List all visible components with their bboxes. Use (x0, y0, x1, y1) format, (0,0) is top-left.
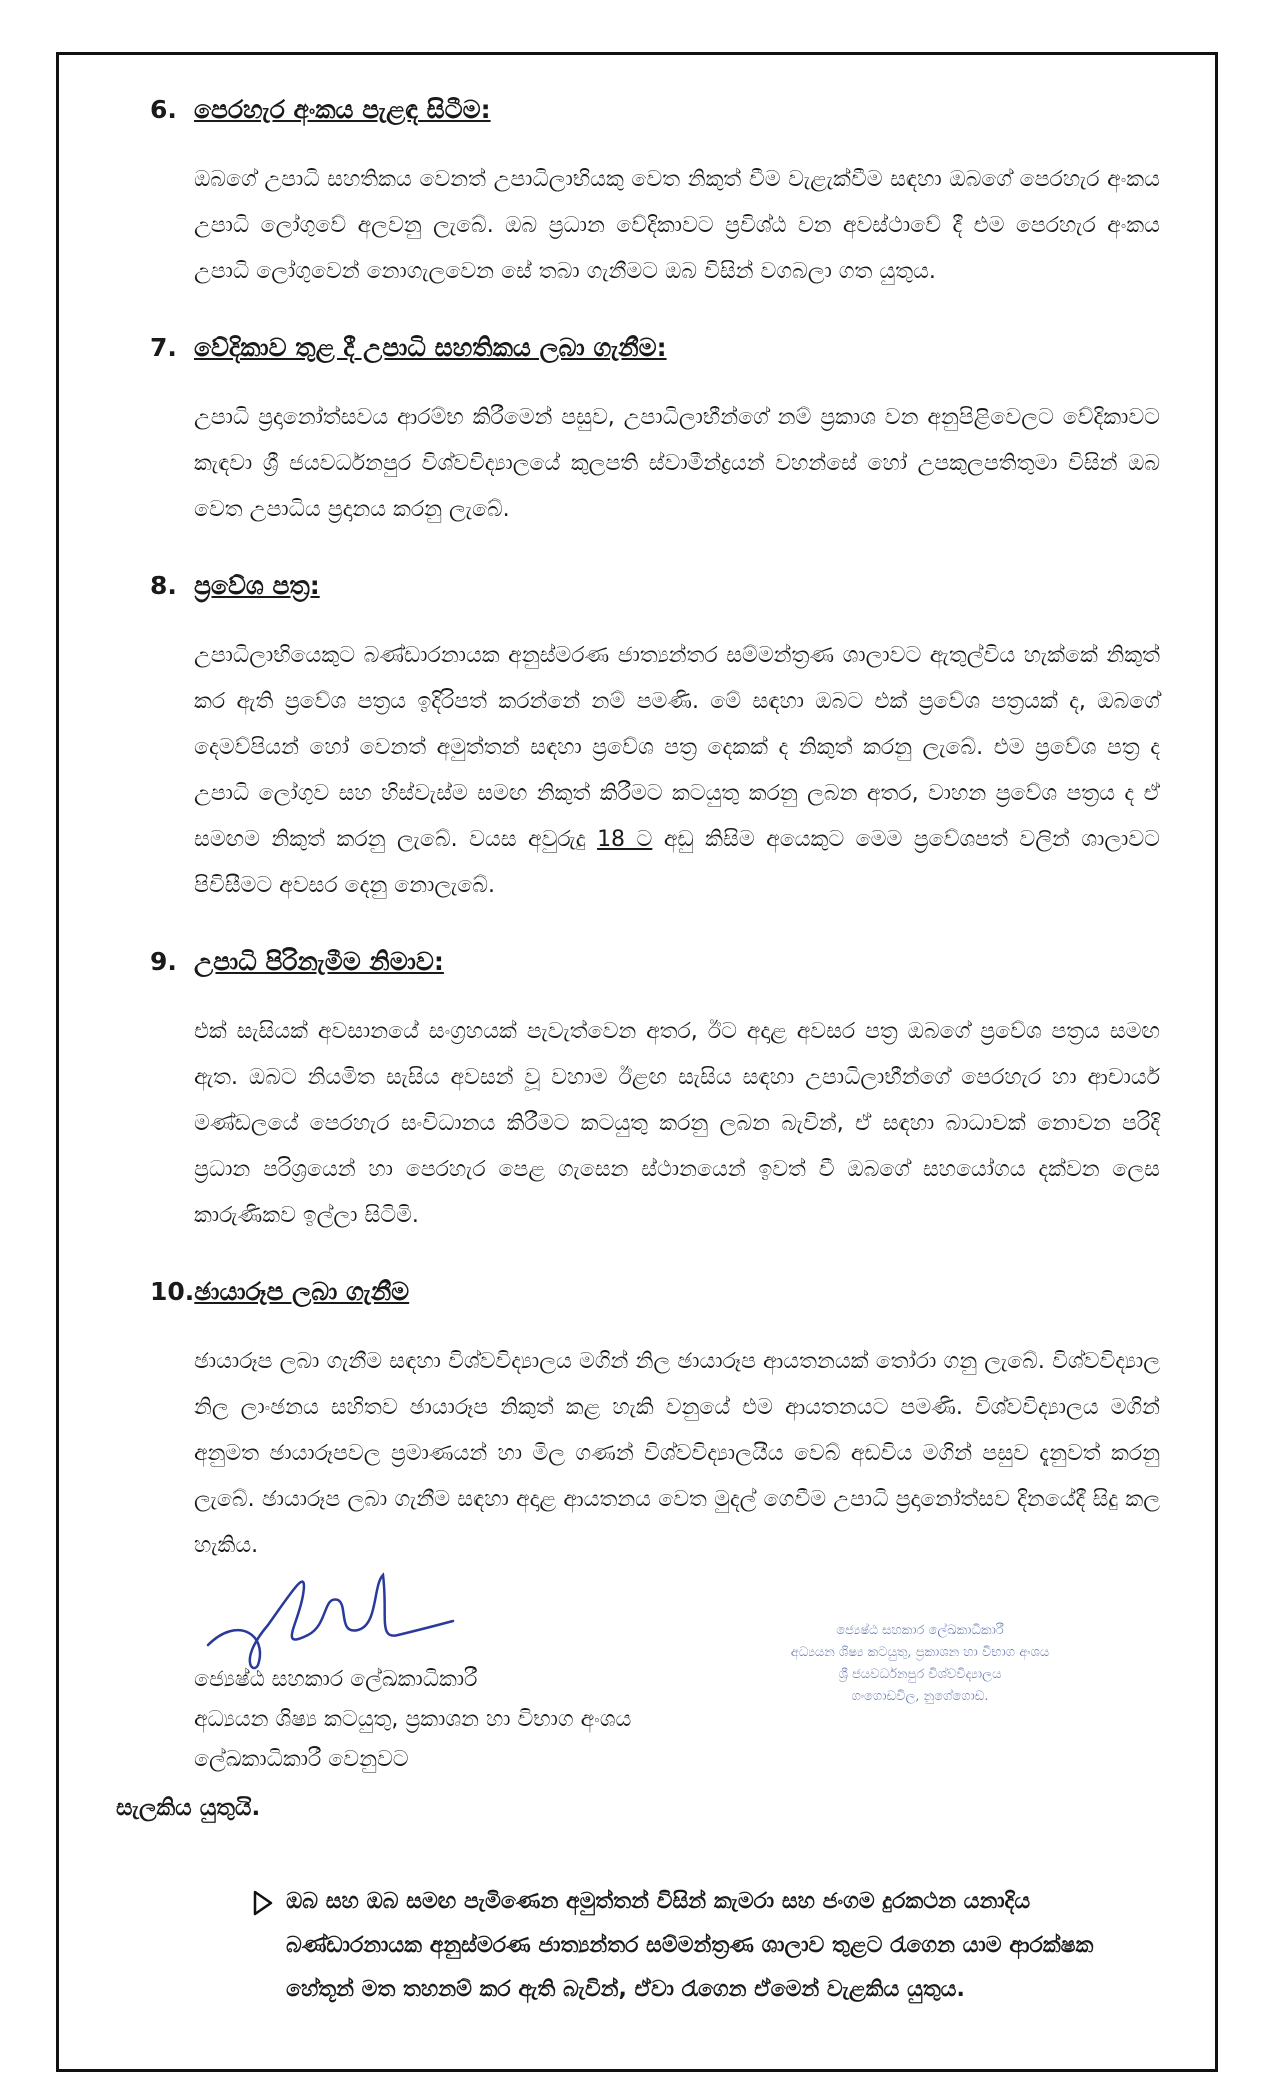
age-limit: 18 ට (597, 827, 653, 852)
arrow-bullet-icon (252, 1890, 274, 1916)
document-body (150, 95, 1180, 1607)
section-body: ඔබගේ උපාධි සහතිකය වෙනත් උපාධිලාභියකු වෙත නිකුත් වීම වැළැක්වීම සඳහා ඔබගේ පෙරහැර අංකය උපාධි ලෝගුවේ අලවනු ලැබේ. ඔබ ප්‍රධාන වේදිකාවට ප්‍රවිශ්ඨ වන අවස්ථාවේ දී එම පෙරහැර අංකය උපාධි ලෝගුවෙන් නොගැලවෙන සේ තබා ගැනීමට ඔබ විසින් වගබලා ගත යුතුය. (194, 167, 1160, 284)
note-text: ඔබ සහ ඔබ සමඟ පැමිණෙන අමුත්තන් විසින් කැමරා සහ ජංගම දුරකථන යනාදිය බණ්ඩාරනායක අනුස්මරණ ජාත්‍යන්තර සම්මන්ත්‍රණ ශාලාව තුළට රැගෙන යාම ආරක්ෂක හේතූන් මත තහනම් කර ඇති බැවින්, ඒවා රැගෙන ඒමෙන් වැළකිය යුතුය. (286, 1889, 1094, 2002)
section-title: වේදිකාව තුළ දී උපාධි සහතිකය ලබා ගැනීම: (194, 333, 667, 362)
stamp-line: ජ්‍යෙෂ්ඨ සහකාර ලේඛකාධිකාරී (836, 1623, 1004, 1638)
section-6 (150, 95, 1180, 295)
stamp-line: ගංගොඩවිල, නුගේගොඩ. (851, 1689, 989, 1704)
section-heading (150, 1277, 1180, 1307)
official-stamp (730, 1620, 1110, 1708)
section-body (194, 633, 1160, 909)
signatory-on-behalf: ලේඛකාධිකාරී වෙනුවට (194, 1747, 409, 1772)
note-label: සැලකිය යුතුයි. (116, 1795, 261, 1821)
section-title: පෙරහැර අංකය පැළඳ සිටීම: (194, 95, 491, 124)
signatory-details (194, 1660, 631, 1780)
signature-block (150, 1555, 1200, 1815)
section-body: එක් සැසියක් අවසානයේ සංග්‍රහයක් පැවැත්වෙන අතර, ඊට අදාළ අවසර පත්‍ර ඔබගේ ප්‍රවේශ පත්‍රය සමඟ ඇත. ඔබට නියමිත සැසිය අවසන් වූ වහාම ඊළඟ සැසිය සඳහා උපාධිලාභීන්ගේ පෙරහැර හා ආචාර්ය මණ්ඩලයේ පෙරහැර සංවිධානය කිරීමට කටයුතු කරනු ලබන බැවින්, ඒ සඳහා බාධාවක් නොවන පරිදි ප්‍රධාන පරිශ්‍රයෙන් හා පෙරහැර පෙළ ගැසෙන ස්ථානයෙන් ඉවත් වී ඔබගේ සහයෝගය දක්වන ලෙස කාරුණිකව ඉල්ලා සිටිමි. (194, 1019, 1160, 1228)
section-9 (150, 947, 1180, 1239)
section-number: 9. (150, 947, 177, 976)
signatory-title: ජ්‍යෙෂ්ඨ සහකාර ලේඛකාධිකාරී (194, 1667, 478, 1692)
body-text: උපාධිලාභියෙකුට බණ්ඩාරනායක අනුස්මරණ ජාත්‍යන්තර සම්මන්ත්‍රණ ශාලාවට ඇතුල්විය හැක්කේ නිකුත් කර ඇති ප්‍රවේශ පත්‍රය ඉදිරිපත් කරන්නේ නම් පමණි. මේ සඳහා ඔබට එක් ප්‍රවේශ පත්‍රයක් ද, ඔබගේ දෙමව්පියන් හෝ වෙනත් අමුත්තන් සඳහා ප්‍රවේශ පත්‍ර දෙකක් ද නිකුත් කරනු ලැබේ. එම ප්‍රවේශ පත්‍ර ද උපාධි ලෝගුව සහ හිස්වැස්ම සමඟ නිකුත් කිරීමට කටයුතු කරනු ලබන අතර, වාහන ප්‍රවේශ පත්‍රය ද ඒ සමඟම නිකුත් කරනු ලැබේ. වයස අවුරුදු (194, 643, 1160, 852)
section-title: උපාධි පිරිනැමීම නිමාව: (194, 947, 444, 976)
section-7 (150, 333, 1180, 533)
stamp-line: අධ්‍යයන ශිෂ්‍ය කටයුතු, ප්‍රකාශන හා විභාග අංශය (790, 1645, 1050, 1660)
section-heading (150, 333, 1180, 363)
section-body: ඡායාරූප ලබා ගැනීම සඳහා විශ්වවිද්‍යාලය මගින් නිල ඡායාරූප ආයතනයක් තෝරා ගනු ලැබේ. විශ්වවිද්‍යාල නිල ලාංඡනය සහිතව ඡායාරූප නිකුත් කළ හැකි වනුයේ එම ආයතනයට පමණි. විශ්වවිද්‍යාලය මගින් අනුමත ඡායාරූපවල ප්‍රමාණයන් හා මිල ගණන් විශ්වවිද්‍යාලයීය වෙබ් අඩවිය මගින් පසුව දැනුවත් කරනු ලැබේ. ඡායාරූප ලබා ගැනීම සඳහා අදාළ ආයතනය වෙත මුදල් ගෙවීම උපාධි ප්‍රදානෝත්සව දිනයේදී සිදු කල හැකිය. (194, 1349, 1160, 1558)
section-number: 7. (150, 333, 177, 362)
section-8 (150, 571, 1180, 909)
section-title: ඡායාරූප ලබා ගැනීම (194, 1277, 410, 1306)
section-10 (150, 1277, 1180, 1569)
section-number: 10. (150, 1277, 195, 1306)
signatory-division: අධ්‍යයන ශිෂ්‍ය කටයුතු, ප්‍රකාශන හා විභාග අංශය (194, 1707, 632, 1732)
note-bullet (286, 1880, 1156, 2012)
stamp-line: ශ්‍රී ජයවර්ධනපුර විශ්වවිද්‍යාලය (838, 1667, 1002, 1682)
section-heading (150, 947, 1180, 977)
section-heading (150, 95, 1180, 125)
section-number: 8. (150, 571, 177, 600)
section-body: උපාධි ප්‍රදානෝත්සවය ආරම්භ කිරීමෙන් පසුව, උපාධිලාභීන්ගේ නම් ප්‍රකාශ වන අනුපිළිවෙලට වේදිකාවට කැඳවා ශ්‍රී ජයවර්ධනපුර විශ්වවිද්‍යාලයේ කුලපති ස්වාමීන්ද්‍රයන් වහන්සේ හෝ උපකුලපතිතුමා විසින් ඔබ වෙත උපාධිය ප්‍රදානය කරනු ලැබේ. (194, 405, 1160, 522)
body-text: අඩු කිසිම අයෙකුට මෙම ප්‍රවේශපත් වලින් ශාලාවට පිවිසීමට අවසර දෙනු නොලැබේ. (194, 827, 1160, 898)
section-number: 6. (150, 95, 177, 124)
section-heading (150, 571, 1180, 601)
section-title: ප්‍රවේශ පත්‍ර: (194, 571, 320, 600)
